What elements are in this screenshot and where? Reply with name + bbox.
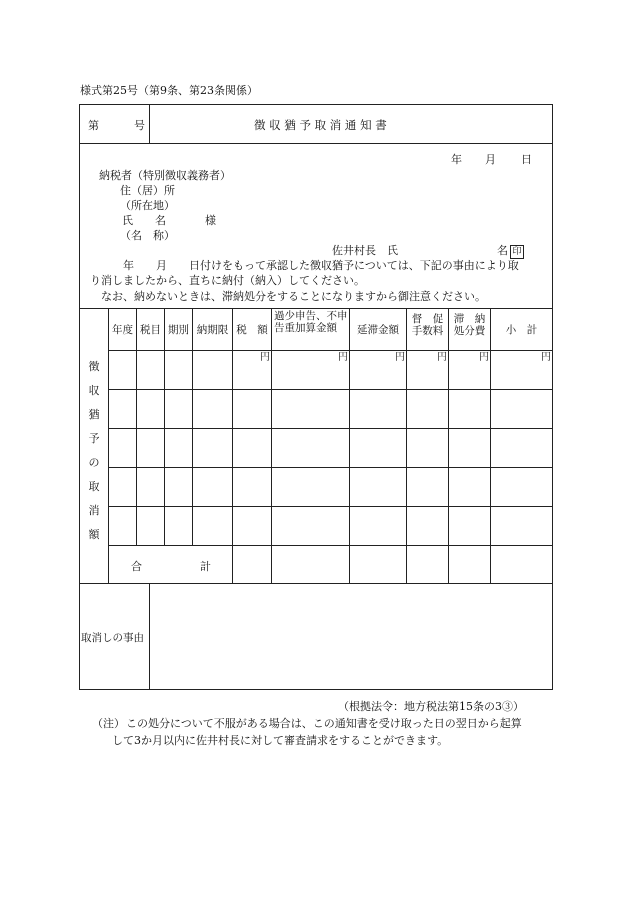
notice-title: 徴 収 猶 予 取 消 通 知 書 [254, 118, 387, 132]
legal-basis: （根拠法令：地方税法第15条の3③） [338, 700, 524, 713]
note-line-1: この処分について不服がある場合は、この通知書を受け取った日の翌日から起算 [126, 717, 522, 730]
header-disposal-line-1: 滞 納 [453, 313, 486, 325]
reason-field [151, 585, 551, 687]
yen-penalty: 円 [338, 352, 348, 363]
reason-label: 取消しの事由 [81, 632, 144, 644]
address-label: 住（居）所 [120, 184, 175, 197]
yen-tax-amount: 円 [260, 352, 270, 363]
header-tax-item: 税目 [140, 323, 161, 336]
header-fee-line-2: 手数料 [411, 325, 444, 337]
honorific-sama: 様 [205, 214, 216, 227]
notice-number-suffix: 号 [134, 119, 145, 132]
header-penalty: 過少申告、不申告重加算金額 [274, 310, 348, 334]
yen-disposal: 円 [479, 352, 489, 363]
header-tax-amount: 税 額 [236, 323, 268, 336]
header-subtotal: 小 計 [505, 323, 538, 336]
header-fee-line-1: 督 促 [411, 313, 444, 325]
header-disposal-line-2: 処分費 [453, 325, 486, 337]
side-label-cancellation-amount: 徴 収 猶 予 の 取 消 額 [88, 360, 100, 541]
seal-mark: 印 [510, 245, 524, 259]
taxpayer-label: 納税者（特別徴収義務者） [99, 169, 231, 182]
date-month: 月 [485, 153, 496, 166]
body-line-1: 年 月 日付けをもって承認した徴収猶予については、下記の事由により取 [123, 259, 519, 272]
header-delinquency: 延滞金額 [357, 323, 399, 336]
yen-subtotal: 円 [541, 352, 551, 363]
location-label: （所在地） [120, 199, 175, 212]
form-label: 様式第25号（第9条、第23条関係） [80, 84, 258, 97]
yen-delinquency: 円 [395, 352, 405, 363]
date-year: 年 [451, 153, 462, 166]
yen-fee: 円 [437, 352, 447, 363]
header-fee [407, 313, 448, 349]
body-line-3: なお、納めないときは、滞納処分をすることになりますから御注意ください。 [101, 290, 486, 303]
note-label: （注） [92, 717, 125, 730]
corp-name-label: （名 称） [120, 229, 175, 242]
name-label: 氏 名 [122, 214, 166, 227]
total-label-part2: 計 [200, 560, 211, 573]
header-year: 年度 [112, 323, 133, 336]
note-line-2: して3か月以内に佐井村長に対して審査請求をすることができます。 [112, 734, 449, 747]
date-day: 日 [521, 153, 532, 166]
notice-number-prefix: 第 [88, 119, 99, 132]
header-disposal [449, 313, 490, 349]
header-period: 期別 [168, 323, 189, 336]
issuer-name: 名 [497, 244, 508, 257]
total-label-part1: 合 [131, 560, 142, 573]
header-deadline: 納期限 [196, 323, 229, 336]
body-line-2: り消しましたから、直ちに納付（納入）してください。 [90, 274, 365, 287]
issuer-title: 佐井村長 氏 [332, 244, 398, 257]
